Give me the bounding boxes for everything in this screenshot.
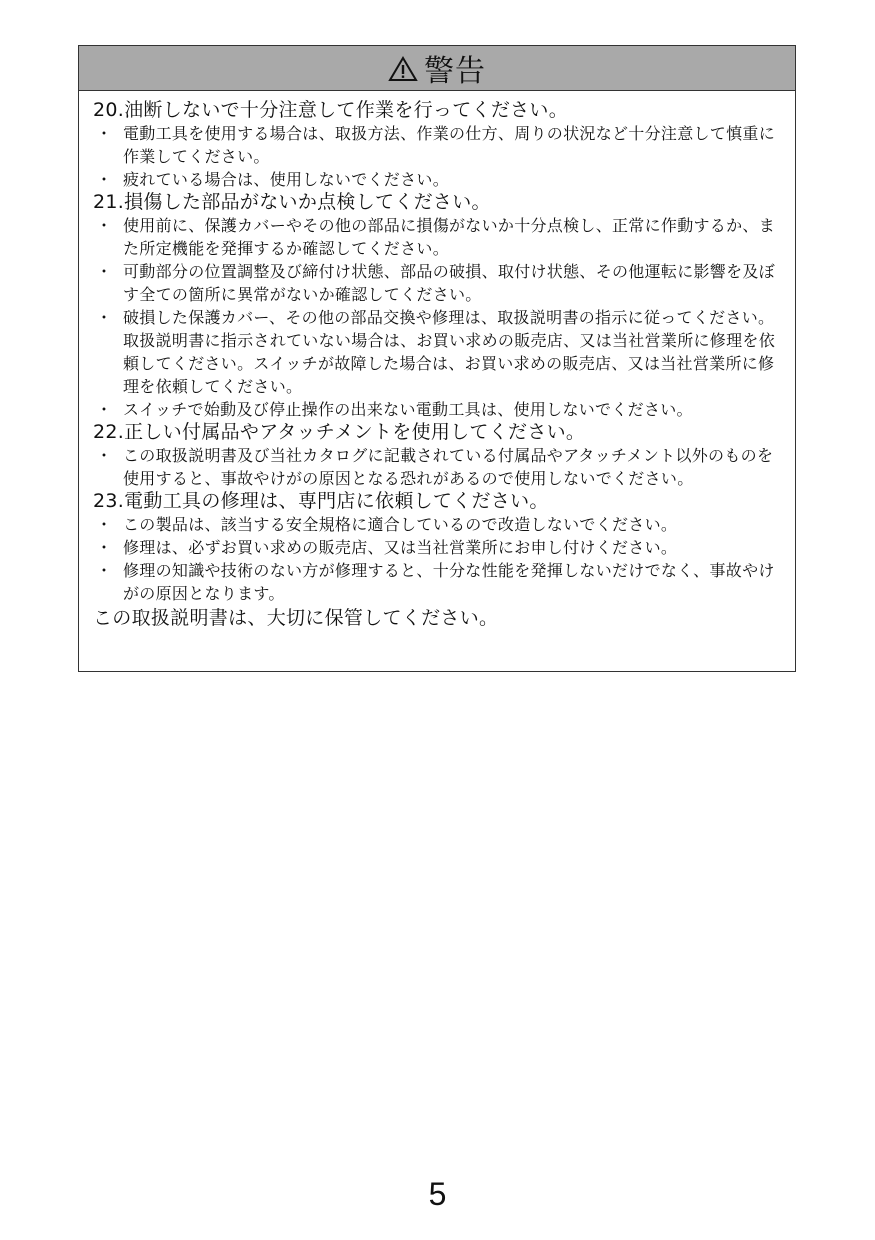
warning-body: [79, 91, 795, 631]
list-item: [79, 559, 795, 605]
bullet-mark: ・: [96, 262, 113, 281]
list-item-text: 疲れている場合は、使用しないでください。: [123, 170, 450, 189]
section-title: 正しい付属品やアタッチメントを使用してください。: [124, 421, 586, 443]
list-item-text: 修理の知識や技術のない方が修理すると、十分な性能を発揮しないだけでなく、事故やけがの原因となります。: [123, 561, 775, 603]
section-heading: [93, 191, 795, 214]
bullet-mark: ・: [96, 124, 113, 143]
bullet-mark: ・: [96, 170, 113, 189]
section-number: 21.: [93, 191, 125, 213]
bullet-mark: ・: [96, 561, 113, 580]
list-item: [79, 168, 795, 191]
section-number: 22.: [93, 421, 125, 443]
bullet-mark: ・: [96, 400, 113, 419]
warning-header: [79, 46, 795, 91]
list-item: [79, 398, 795, 421]
section-heading: [93, 490, 795, 513]
warning-title: 警告: [424, 54, 486, 89]
list-item-text: この取扱説明書及び当社カタログに記載されている付属品やアタッチメント以外のものを使用すると、事故やけがの原因となる恐れがあるので使用しないでください。: [123, 446, 774, 488]
bullet-mark: ・: [96, 538, 113, 557]
list-item: [79, 444, 795, 490]
list-item-text: 可動部分の位置調整及び締付け状態、部品の破損、取付け状態、その他運転に影響を及ぼす全ての箇所に異常がないか確認してください。: [123, 262, 776, 304]
section-title: 油断しないで十分注意して作業を行ってください。: [124, 99, 569, 121]
list-item-text: スイッチで始動及び停止操作の出来ない電動工具は、使用しないでください。: [123, 400, 693, 419]
section-heading: [93, 99, 795, 122]
list-item: [79, 513, 795, 536]
list-item-text: 修理は、必ずお買い求めの販売店、又は当社営業所にお申し付けください。: [123, 538, 678, 557]
list-item: [79, 260, 795, 306]
bullet-mark: ・: [96, 308, 113, 327]
list-item: [79, 122, 795, 168]
bullet-mark: ・: [96, 446, 113, 465]
list-item-text: 電動工具を使用する場合は、取扱方法、作業の仕方、周りの状況など十分注意して慎重に作業してください。: [123, 124, 776, 166]
warning-triangle-icon: [388, 56, 418, 82]
section-number: 20.: [93, 99, 125, 121]
list-item: [79, 306, 795, 398]
section-heading: [93, 421, 795, 444]
list-item-text: 使用前に、保護カバーやその他の部品に損傷がないか十分点検し、正常に作動するか、また所定機能を発揮するか確認してください。: [123, 216, 776, 258]
closing-note: この取扱説明書は、大切に保管してください。: [93, 607, 499, 629]
bullet-mark: ・: [96, 216, 113, 235]
warning-box: [78, 45, 796, 672]
list-item: [79, 214, 795, 260]
list-item-text: この製品は、該当する安全規格に適合しているので改造しないでください。: [123, 515, 678, 534]
list-item-text: 破損した保護カバー、その他の部品交換や修理は、取扱説明書の指示に従ってください。取扱説明書に指示されていない場合は、お買い求めの販売店、又は当社営業所に修理を依頼してください。スイッチが故障した場合は、お買い求めの販売店、又は当社営業所に修理を依頼してください。: [123, 308, 776, 396]
bullet-mark: ・: [96, 515, 113, 534]
section-number: 23.: [93, 490, 125, 512]
list-item: [79, 536, 795, 559]
page-number: 5: [428, 1176, 447, 1212]
section-title: 損傷した部品がないか点検してください。: [124, 191, 491, 213]
section-title: 電動工具の修理は、専門店に依頼してください。: [124, 490, 549, 512]
